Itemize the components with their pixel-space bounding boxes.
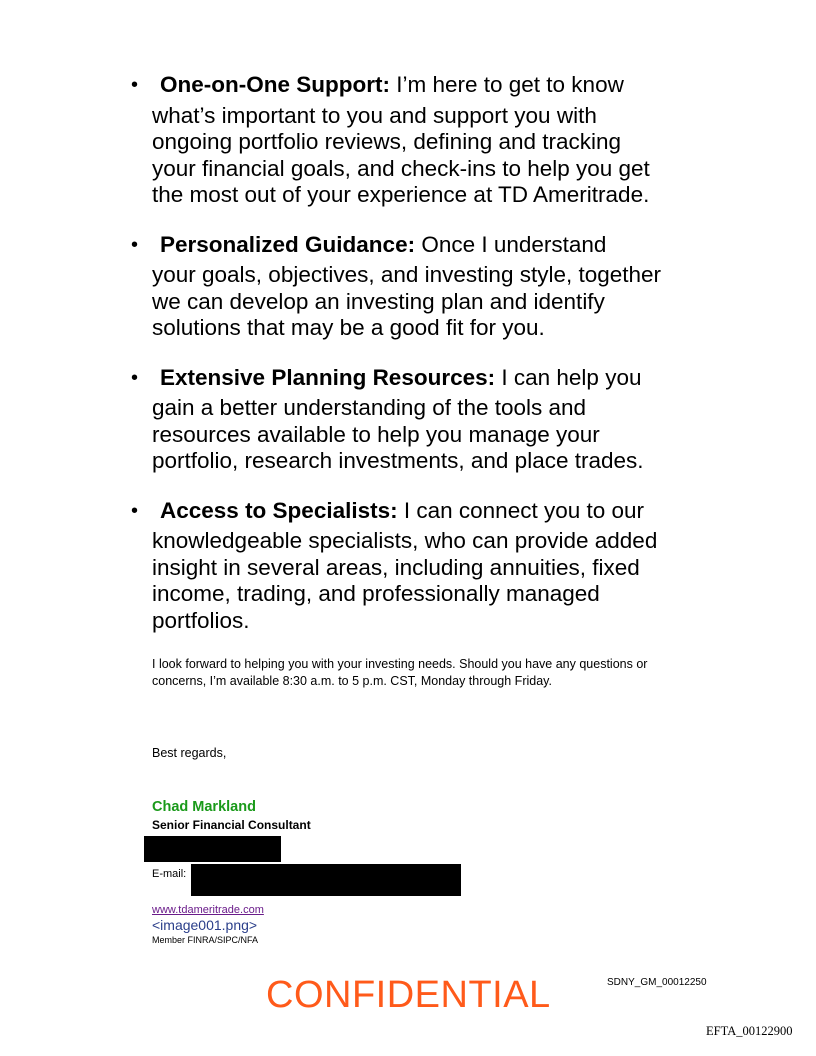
bullet-lead: I can help you bbox=[495, 364, 642, 390]
sign-off: Best regards, bbox=[152, 746, 227, 760]
bullet-body: what’s important to you and support you with ongoing portfolio reviews, defining and tracking your financial goals, and check-ins to help you get the most out of your experience at TD Ameritrade. bbox=[152, 102, 650, 207]
efta-number: EFTA_00122900 bbox=[706, 1024, 793, 1038]
bullet-heading: Extensive Planning Resources: bbox=[160, 364, 496, 390]
bullet-dot-icon: • bbox=[131, 233, 139, 256]
redaction-block-phone bbox=[144, 836, 281, 862]
bullet-dot-icon: • bbox=[131, 499, 139, 522]
bullet-extensive-planning-resources bbox=[0, 365, 816, 475]
bullet-body: gain a better understanding of the tools and resources available to help you manage your portfolio, research investments, and place trades. bbox=[152, 395, 644, 473]
bullet-body: your goals, objectives, and investing style, together we can develop an investing plan and identify solutions that may be a good fit for you. bbox=[152, 262, 662, 340]
bullet-dot-icon: • bbox=[131, 366, 139, 389]
bullet-body: knowledgeable specialists, who can provide added insight in several areas, including annuities, fixed income, trading, and professionally managed portfolios. bbox=[152, 528, 658, 633]
website-link[interactable]: www.tdameritrade.com bbox=[152, 904, 264, 916]
bates-number: SDNY_GM_00012250 bbox=[607, 977, 707, 988]
bullet-heading: One-on-One Support: bbox=[160, 72, 390, 97]
bullet-lead: I can connect you to our bbox=[397, 497, 645, 523]
bullet-one-on-one-support bbox=[0, 72, 816, 209]
bullet-lead: I’m here to get to know bbox=[389, 72, 624, 97]
bullet-access-to-specialists bbox=[0, 498, 816, 635]
signature-title: Senior Financial Consultant bbox=[152, 818, 311, 832]
closing-paragraph: I look forward to helping you with your investing needs. Should you have any questions or concerns, I’m available 8:30 a.m. to 5 p.m. CST, Monday through Friday. bbox=[152, 657, 648, 688]
bullet-heading: Access to Specialists: bbox=[160, 497, 398, 523]
confidential-stamp: CONFIDENTIAL bbox=[266, 974, 551, 1016]
service-bullet-list bbox=[0, 72, 816, 657]
member-disclosure: Member FINRA/SIPC/NFA bbox=[152, 935, 259, 945]
bullet-heading: Personalized Guidance: bbox=[160, 231, 416, 257]
signature-name: Chad Markland bbox=[152, 799, 256, 815]
image-attachment-reference: <image001.png> bbox=[152, 917, 258, 933]
redaction-block-email bbox=[191, 864, 461, 896]
bullet-lead: Once I understand bbox=[415, 231, 607, 257]
bullet-dot-icon: • bbox=[131, 74, 139, 96]
bullet-personalized-guidance bbox=[0, 232, 816, 342]
email-label: E-mail: bbox=[152, 868, 187, 880]
